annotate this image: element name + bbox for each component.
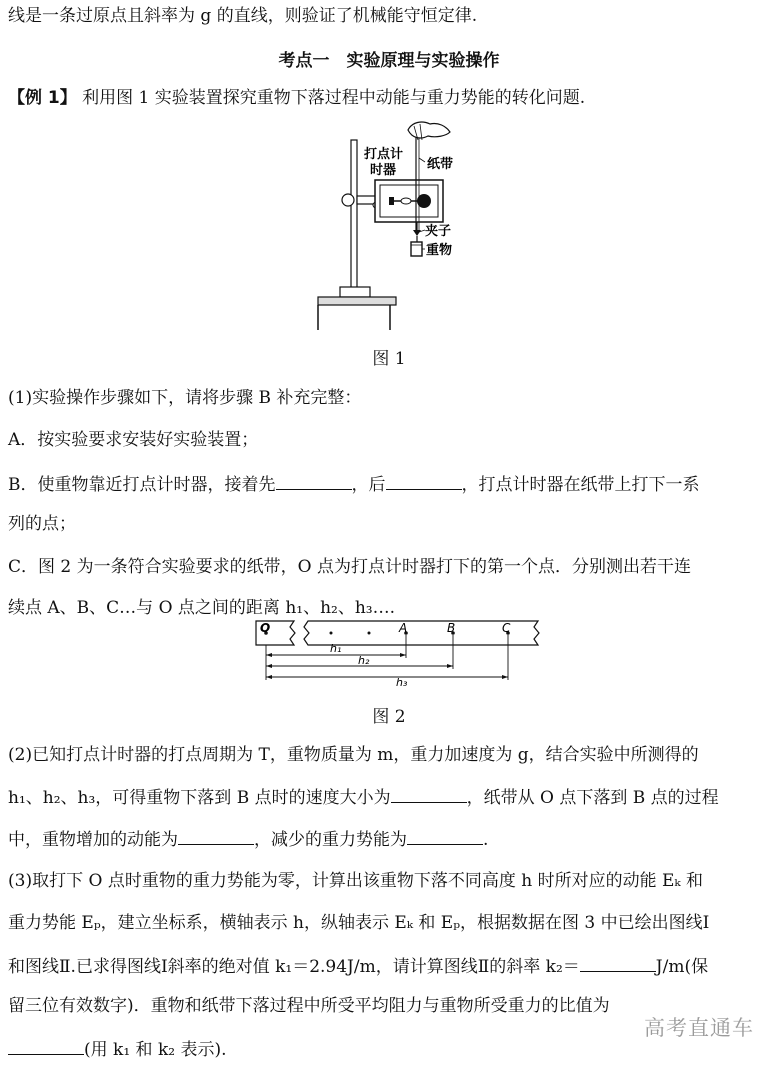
hand-icon bbox=[408, 122, 450, 138]
q1-step-a: A．按实验要求安装好实验装置； bbox=[8, 430, 259, 450]
stand-base-top bbox=[340, 287, 370, 297]
q3-line-2: 重力势能 Eₚ，建立坐标系，横轴表示 h，纵轴表示 Eₖ 和 Eₚ，根据数据在图 3 中已绘出图线Ⅰ bbox=[8, 913, 710, 933]
q3-line-3-text-1: 和图线Ⅱ.已求得图线Ⅰ斜率的绝对值 k₁＝2.94J/m，请计算图线Ⅱ的斜率 k₂＝ bbox=[8, 957, 580, 977]
q3-line-1: (3)取打下 O 点时重物的重力势能为零，计算出该重物下落不同高度 h 时所对应的动能 Eₖ 和 bbox=[8, 871, 703, 891]
example-text: 利用图 1 实验装置探究重物下落过程中动能与重力势能的转化问题. bbox=[82, 88, 586, 108]
answer-blank-2[interactable] bbox=[386, 471, 462, 490]
q2-line-2-text-2: ，纸带从 O 点下落到 B 点的过程 bbox=[466, 788, 719, 808]
q3-line-5-text: (用 k₁ 和 k₂ 表示). bbox=[84, 1040, 227, 1060]
distance-label-h1: h₁ bbox=[330, 642, 342, 655]
figure1-apparatus bbox=[300, 112, 480, 334]
example-tag: 【例 1】 bbox=[8, 88, 77, 108]
q1-step-b-text-2: ，后 bbox=[351, 475, 386, 495]
tape-dot bbox=[330, 632, 333, 635]
answer-blank-7[interactable] bbox=[8, 1036, 84, 1055]
q2-line-1: (2)已知打点计时器的打点周期为 T，重物质量为 m，重力加速度为 g，结合实验中所测得的 bbox=[8, 745, 699, 765]
label-timer-1: 打点计 bbox=[364, 147, 404, 162]
answer-blank-1[interactable] bbox=[276, 471, 352, 490]
q1-step-c-2: 续点 A、B、C…与 O 点之间的距离 h₁、h₂、h₃…. bbox=[8, 598, 396, 618]
q2-line-2-text-1: h₁、h₂、h₃，可得重物下落到 B 点时的速度大小为 bbox=[8, 788, 391, 808]
q3-line-4: 留三位有效数字)．重物和纸带下落过程中所受平均阻力与重物所受重力的比值为 bbox=[8, 996, 610, 1016]
q1-step-c-1: C．图 2 为一条符合实验要求的纸带，O 点为打点计时器打下的第一个点．分别测出若干连 bbox=[8, 557, 691, 577]
q1-step-b-text-1: B．使重物靠近打点计时器，接着先 bbox=[8, 475, 276, 495]
distance-label-h2: h₂ bbox=[358, 654, 370, 667]
q2-line-3-text-1: 中，重物增加的动能为 bbox=[8, 830, 178, 850]
point-label-o: O bbox=[260, 621, 271, 635]
answer-blank-6[interactable] bbox=[580, 953, 656, 972]
tape-dot bbox=[368, 632, 371, 635]
rod-clamp bbox=[342, 194, 354, 206]
figure2-tape bbox=[246, 618, 546, 688]
stand-base bbox=[318, 297, 396, 305]
q1-intro: (1)实验操作步骤如下，请将步骤 B 补充完整： bbox=[8, 388, 362, 408]
q2-line-3 bbox=[8, 826, 488, 852]
intro-line: 线是一条过原点且斜率为 g 的直线，则验证了机械能守恒定律. bbox=[8, 6, 478, 26]
figure1-caption: 图 1 bbox=[372, 349, 406, 369]
q3-line-3-text-2: J/m(保 bbox=[655, 957, 709, 977]
q1-step-b-text-3: ，打点计时器在纸带上打下一系 bbox=[461, 475, 700, 495]
q3-line-5 bbox=[8, 1036, 227, 1062]
watermark-text: 高考直通车 bbox=[644, 1016, 754, 1040]
distance-label-h3: h₃ bbox=[396, 676, 408, 688]
example-line bbox=[8, 86, 585, 110]
stand-rod bbox=[351, 140, 357, 290]
point-label-a: A bbox=[399, 621, 408, 635]
q2-line-3-text-3: . bbox=[483, 830, 489, 850]
label-tape: 纸带 bbox=[427, 157, 454, 172]
point-label-b: B bbox=[447, 621, 456, 635]
weight-block bbox=[411, 242, 422, 256]
q3-line-3 bbox=[8, 953, 708, 979]
point-label-c: C bbox=[502, 621, 511, 635]
label-weight: 重物 bbox=[426, 243, 453, 258]
answer-blank-3[interactable] bbox=[391, 784, 467, 803]
q2-line-3-text-2: ，减少的重力势能为 bbox=[254, 830, 407, 850]
label-timer-2: 时器 bbox=[370, 163, 397, 178]
figure2-caption: 图 2 bbox=[372, 707, 406, 727]
q2-line-2 bbox=[8, 784, 719, 810]
q1-step-b bbox=[8, 471, 700, 497]
answer-blank-5[interactable] bbox=[407, 826, 483, 845]
label-clamp: 夹子 bbox=[425, 224, 452, 239]
answer-blank-4[interactable] bbox=[178, 826, 254, 845]
section-heading: 考点一 实验原理与实验操作 bbox=[278, 51, 500, 71]
q1-step-b-cont: 列的点； bbox=[8, 514, 76, 534]
